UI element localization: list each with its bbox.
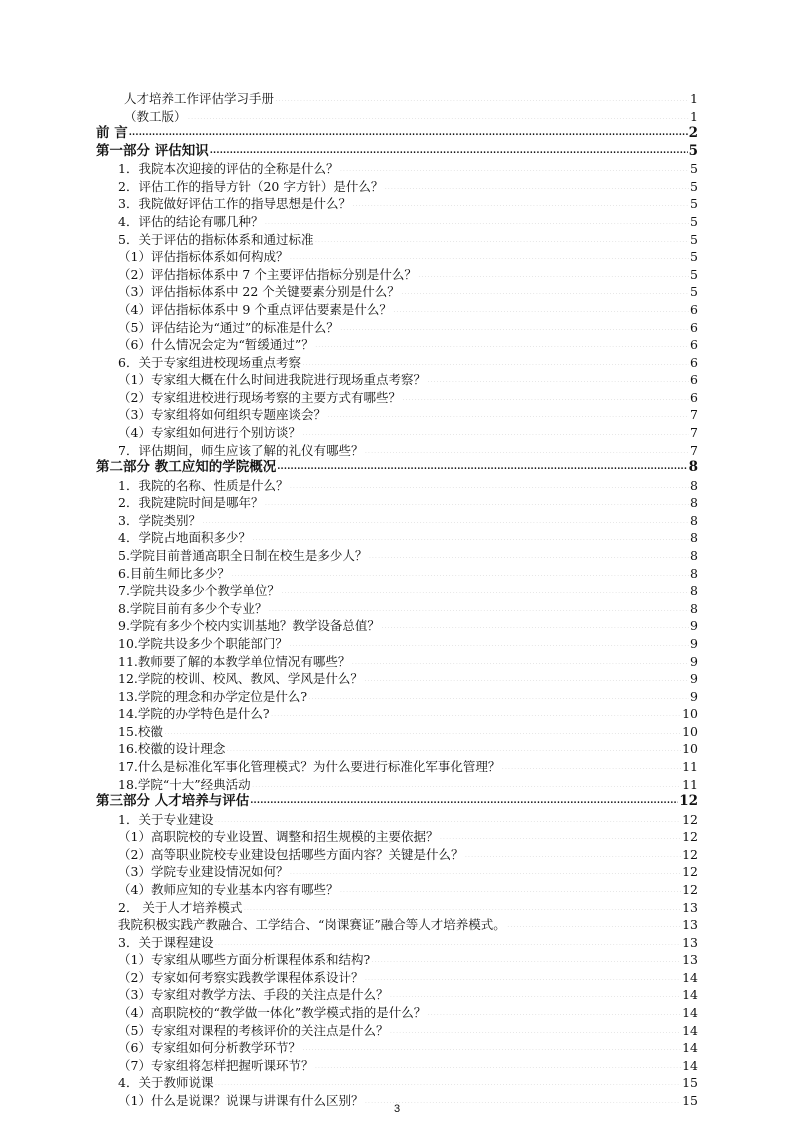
toc-entry[interactable] [96, 248, 698, 266]
toc-leader-dots [268, 599, 689, 611]
toc-entry[interactable] [96, 811, 698, 829]
toc-leader-dots [439, 827, 681, 839]
toc-entry-page: 6 [690, 301, 698, 317]
toc-entry-page: 13 [682, 917, 698, 933]
toc-entry[interactable] [96, 565, 698, 583]
toc-leader-dots [289, 634, 689, 646]
toc-entry-title: （3）专家组将如何组织专题座谈会？ [118, 407, 326, 423]
toc-entry[interactable] [96, 143, 698, 161]
toc-entry[interactable] [96, 986, 698, 1004]
toc-entry[interactable] [96, 90, 698, 108]
toc-entry[interactable] [96, 494, 698, 512]
toc-leader-dots [214, 810, 681, 822]
toc-entry-title: 1．关于专业建设 [118, 811, 214, 827]
toc-entry-page: 14 [682, 969, 698, 985]
toc-entry-page: 9 [690, 671, 698, 687]
toc-entry-title: 我院积极实践产教融合、工学结合、“岗课赛证”融合等人才培养模式。 [118, 917, 506, 933]
toc-leader-dots [339, 159, 689, 171]
toc-entry-page: 1 [690, 108, 698, 124]
toc-entry-page: 10 [682, 706, 698, 722]
toc-entry-page: 2 [688, 125, 698, 142]
toc-entry[interactable] [96, 1039, 698, 1057]
toc-entry[interactable] [96, 160, 698, 178]
toc-entry-title: 8.学院目前有多少个专业？ [118, 600, 268, 616]
toc-entry[interactable] [96, 951, 698, 969]
toc-leader-dots [164, 722, 681, 734]
toc-entry-page: 8 [690, 583, 698, 599]
toc-entry[interactable] [96, 740, 698, 758]
toc-entry[interactable] [96, 1074, 698, 1092]
toc-leader-dots [226, 739, 681, 751]
toc-entry-page: 14 [682, 1005, 698, 1021]
toc-leader-dots [393, 300, 689, 312]
toc-entry-page: 5 [690, 178, 698, 194]
toc-entry[interactable] [96, 354, 698, 372]
toc-entry-title: 第二部分 教工应知的学院概况 [96, 459, 277, 476]
toc-entry-page: 6 [690, 389, 698, 405]
toc-entry[interactable] [96, 846, 698, 864]
toc-entry[interactable] [96, 529, 698, 547]
toc-entry[interactable] [96, 670, 698, 688]
toc-entry[interactable] [96, 793, 698, 811]
toc-entry-title: 12.学院的校训、校风、教风、学风是什么？ [118, 671, 363, 687]
toc-entry-page: 5 [690, 231, 698, 247]
toc-leader-dots [315, 335, 689, 347]
toc-entry-title: （4）专家组如何进行个别访谈？ [118, 424, 301, 440]
toc-entry-page: 7 [690, 407, 698, 423]
toc-entry-page: 13 [682, 899, 698, 915]
toc-entry[interactable] [96, 617, 698, 635]
toc-entry-page: 12 [682, 811, 698, 827]
toc-leader-dots [368, 546, 689, 558]
toc-entry-title: （5）专家组对课程的考核评价的关注点是什么？ [118, 1022, 389, 1038]
toc-entry[interactable] [96, 231, 698, 249]
toc-leader-dots [427, 370, 689, 382]
toc-entry-title: （5）评估结论为“通过”的标准是什么？ [118, 319, 339, 335]
toc-entry[interactable] [96, 389, 698, 407]
toc-entry[interactable] [96, 301, 698, 319]
toc-entry-page: 1 [690, 91, 698, 106]
toc-leader-dots [364, 441, 689, 453]
toc-entry-page: 14 [682, 1022, 698, 1038]
toc-entry-title: 2．评估工作的指导方针（20 字方针）是什么？ [118, 178, 384, 194]
toc-leader-dots [281, 581, 689, 593]
toc-entry-title: （2）专家如何考察实践教学课程体系设计？ [118, 969, 364, 985]
toc-entry-page: 11 [682, 776, 698, 792]
toc-leader-dots [364, 669, 689, 681]
toc-entry[interactable] [96, 653, 698, 671]
toc-leader-dots [507, 915, 681, 927]
toc-entry-title: （教工版） [124, 108, 187, 124]
toc-leader-dots [402, 388, 689, 400]
toc-entry[interactable] [96, 459, 698, 477]
toc-entry-title: （4）高职院校的“教学做一体化”教学模式指的是什么？ [118, 1005, 427, 1021]
toc-entry[interactable] [96, 266, 698, 284]
toc-entry-title: （3）学院专业建设情况如何？ [118, 864, 289, 880]
toc-entry-page: 12 [682, 864, 698, 880]
toc-leader-dots [302, 423, 689, 435]
toc-entry-title: （2）高等职业院校专业建设包括哪些方面内容？关键是什么？ [118, 846, 464, 862]
toc-entry-page: 5 [690, 196, 698, 212]
toc-entry-page: 5 [690, 284, 698, 300]
toc-leader-dots [289, 247, 689, 259]
toc-entry-page: 6 [690, 319, 698, 335]
toc-entry[interactable] [96, 371, 698, 389]
toc-entry[interactable] [96, 1022, 698, 1040]
toc-entry[interactable] [96, 1004, 698, 1022]
page-number: 3 [393, 1103, 401, 1115]
toc-entry-title: 6．关于专家组进校现场重点考察 [118, 354, 301, 370]
toc-entry-title: （1）什么是说课？说课与讲课有什么区别？ [118, 1092, 364, 1108]
toc-entry[interactable] [96, 705, 698, 723]
toc-leader-dots [210, 141, 688, 153]
toc-leader-dots [351, 652, 689, 664]
toc-entry[interactable] [96, 828, 698, 846]
toc-leader-dots [129, 123, 688, 135]
toc-entry-page: 9 [690, 618, 698, 634]
toc-entry-title: 9.学院有多少个校内实训基地？教学设备总值？ [118, 618, 380, 634]
toc-entry-title: （6）专家组如何分析教学环节？ [118, 1040, 301, 1056]
toc-entry[interactable] [96, 635, 698, 653]
toc-entry-title: 15.校徽 [118, 723, 163, 739]
toc-entry-title: 17.什么是标准化军事化管理模式？为什么要进行标准化军事化管理？ [118, 758, 501, 774]
toc-entry-title: （7）专家组将怎样把握听课环节？ [118, 1057, 314, 1073]
toc-entry-title: 16.校徽的设计理念 [118, 741, 226, 757]
toc-entry-page: 6 [690, 354, 698, 370]
toc-entry-title: 3．关于课程建设 [118, 934, 214, 950]
toc-entry-title: 11.教师要了解的本教学单位情况有哪些？ [118, 653, 351, 669]
toc-entry-title: 3．学院类别？ [118, 512, 201, 528]
toc-entry-page: 6 [690, 337, 698, 353]
toc-entry-title: 5．关于评估的指标体系和通过标准 [118, 231, 314, 247]
toc-leader-dots [427, 1003, 681, 1015]
toc-entry-page: 15 [682, 1075, 698, 1091]
toc-entry-page: 12 [682, 846, 698, 862]
toc-entry-title: 2． 关于人才培养模式 [118, 899, 243, 915]
toc-leader-dots [252, 775, 681, 787]
toc-entry-page: 8 [690, 548, 698, 564]
toc-entry[interactable] [96, 1057, 698, 1075]
toc-entry-page: 15 [682, 1092, 698, 1108]
toc-entry-title: 第三部分 人才培养与评估 [96, 793, 250, 810]
toc-entry-page: 5 [690, 249, 698, 265]
toc-entry-title: 10.学院共设多少个职能部门？ [118, 635, 288, 651]
toc-leader-dots [340, 318, 689, 330]
toc-entry-page: 8 [690, 495, 698, 511]
toc-entry-page: 11 [682, 758, 698, 774]
toc-leader-dots [384, 177, 689, 189]
toc-entry-page: 8 [688, 459, 698, 476]
toc-entry[interactable] [96, 723, 698, 741]
toc-entry-page: 8 [690, 565, 698, 581]
toc-entry-page: 8 [690, 600, 698, 616]
toc-entry[interactable] [96, 916, 698, 934]
toc-entry-title: 1．我院本次迎接的评估的全称是什么？ [118, 161, 339, 177]
toc-entry-title: 7.学院共设多少个教学单位？ [118, 583, 280, 599]
toc-entry-page: 12 [682, 882, 698, 898]
toc-leader-dots [364, 1091, 681, 1103]
toc-entry[interactable] [96, 863, 698, 881]
toc-entry-page: 9 [690, 635, 698, 651]
toc-entry[interactable] [96, 758, 698, 776]
toc-entry-page: 8 [690, 477, 698, 493]
toc-entry-title: 6.目前生师比多少？ [118, 565, 230, 581]
toc-entry-title: 2．我院建院时间是哪年？ [118, 495, 264, 511]
toc-leader-dots [339, 880, 681, 892]
toc-entry[interactable] [96, 512, 698, 530]
toc-entry[interactable] [96, 899, 698, 917]
toc-entry-page: 12 [679, 793, 698, 810]
toc-entry[interactable] [96, 582, 698, 600]
toc-entry-title: （1）专家组大概在什么时间进我院进行现场重点考察？ [118, 372, 426, 388]
toc-entry-page: 5 [690, 214, 698, 230]
toc-leader-dots [389, 985, 681, 997]
toc-entry-page: 5 [690, 161, 698, 177]
toc-entry-page: 9 [690, 653, 698, 669]
toc-entry[interactable] [96, 178, 698, 196]
toc-leader-dots [389, 1021, 681, 1033]
toc-entry-title: 14.学院的办学特色是什么? [118, 706, 270, 722]
toc-entry-page: 13 [682, 934, 698, 950]
toc-entry[interactable] [96, 424, 698, 442]
toc-entry-title: 1．我院的名称、性质是什么？ [118, 477, 289, 493]
toc-leader-dots [277, 457, 687, 469]
toc-leader-dots [214, 933, 681, 945]
toc-entry-page: 7 [690, 442, 698, 458]
toc-entry-title: 13.学院的理念和办学定位是什么? [118, 688, 308, 704]
toc-entry[interactable] [96, 406, 698, 424]
toc-leader-dots [501, 757, 681, 769]
toc-entry-page: 5 [690, 266, 698, 282]
toc-entry-title: 18.学院“十大”经典活动 [118, 776, 251, 792]
toc-entry-page: 6 [690, 372, 698, 388]
toc-entry-title: （2）专家组进校进行现场考察的主要方式有哪些？ [118, 389, 401, 405]
toc-entry-page: 14 [682, 1057, 698, 1073]
toc-leader-dots [418, 265, 689, 277]
toc-leader-dots [464, 845, 681, 857]
toc-leader-dots [327, 405, 689, 417]
toc-leader-dots [214, 1073, 681, 1085]
toc-entry-page: 13 [682, 952, 698, 968]
toc-entry[interactable] [96, 477, 698, 495]
toc-entry-page: 12 [682, 829, 698, 845]
toc-entry[interactable] [96, 881, 698, 899]
toc-entry-title: （2）评估指标体系中 7 个主要评估指标分别是什么？ [118, 266, 417, 282]
toc-entry[interactable] [96, 195, 698, 213]
toc-entry-title: （6）什么情况会定为“暂缓通过”？ [118, 337, 314, 353]
toc-leader-dots [264, 212, 689, 224]
toc-entry-title: 4．学院占地面积多少？ [118, 530, 251, 546]
toc-entry-page: 8 [690, 530, 698, 546]
toc-leader-dots [202, 511, 689, 523]
toc-leader-dots [371, 950, 681, 962]
toc-leader-dots [289, 476, 689, 488]
toc-entry-title: （4）教师应知的专业基本内容有哪些？ [118, 882, 339, 898]
table-of-contents [96, 90, 698, 1110]
toc-leader-dots [314, 230, 689, 242]
toc-entry[interactable] [96, 319, 698, 337]
toc-leader-dots [250, 791, 678, 803]
toc-leader-dots [243, 898, 681, 910]
toc-entry-title: 4．关于教师说课 [118, 1075, 214, 1091]
toc-entry-title: （1）评估指标体系如何构成？ [118, 249, 289, 265]
toc-entry-page: 5 [688, 142, 698, 159]
toc-leader-dots [314, 1056, 681, 1068]
toc-entry-title: （3）评估指标体系中 22 个关键要素分别是什么？ [118, 284, 400, 300]
toc-leader-dots [401, 282, 689, 294]
toc-leader-dots [231, 564, 689, 576]
toc-leader-dots [352, 194, 689, 206]
toc-entry-title: 人才培养工作评估学习手册 [124, 91, 275, 106]
toc-entry-title: 第一部分 评估知识 [96, 142, 209, 159]
toc-leader-dots [302, 1038, 681, 1050]
toc-leader-dots [264, 493, 689, 505]
toc-entry-title: 前 言 [96, 125, 128, 142]
toc-entry[interactable] [96, 213, 698, 231]
toc-entry-title: 5.学院目前普通高职全日制在校生是多少人？ [118, 548, 368, 564]
toc-entry[interactable] [96, 688, 698, 706]
toc-leader-dots [289, 862, 681, 874]
toc-entry-page: 7 [690, 424, 698, 440]
toc-leader-dots [271, 704, 682, 716]
toc-entry[interactable] [96, 600, 698, 618]
toc-leader-dots [381, 616, 689, 628]
toc-entry-page: 14 [682, 1040, 698, 1056]
toc-entry[interactable] [96, 934, 698, 952]
toc-entry[interactable] [96, 336, 698, 354]
toc-entry-page: 10 [682, 741, 698, 757]
toc-leader-dots [302, 353, 689, 365]
toc-entry-title: 7．评估期间，师生应该了解的礼仪有哪些？ [118, 442, 364, 458]
toc-entry-title: （1）专家组从哪些方面分析课程体系和结构? [118, 952, 371, 968]
toc-entry[interactable] [96, 969, 698, 987]
toc-entry-page: 14 [682, 987, 698, 1003]
toc-entry-title: （1）高职院校的专业设置、调整和招生规模的主要依据？ [118, 829, 439, 845]
toc-entry-page: 10 [682, 723, 698, 739]
toc-leader-dots [252, 528, 689, 540]
toc-leader-dots [188, 107, 689, 119]
toc-entry-title: 3．我院做好评估工作的指导思想是什么？ [118, 196, 351, 212]
toc-leader-dots [308, 687, 689, 699]
toc-leader-dots [275, 89, 689, 101]
toc-entry-title: （4）评估指标体系中 9 个重点评估要素是什么？ [118, 301, 392, 317]
toc-entry-page: 9 [690, 688, 698, 704]
toc-entry-title: （3）专家组对教学方法、手段的关注点是什么？ [118, 987, 389, 1003]
toc-leader-dots [364, 968, 681, 980]
toc-entry-title: 4．评估的结论有哪几种？ [118, 214, 264, 230]
toc-entry-page: 8 [690, 512, 698, 528]
toc-entry[interactable] [96, 547, 698, 565]
toc-entry[interactable] [96, 283, 698, 301]
